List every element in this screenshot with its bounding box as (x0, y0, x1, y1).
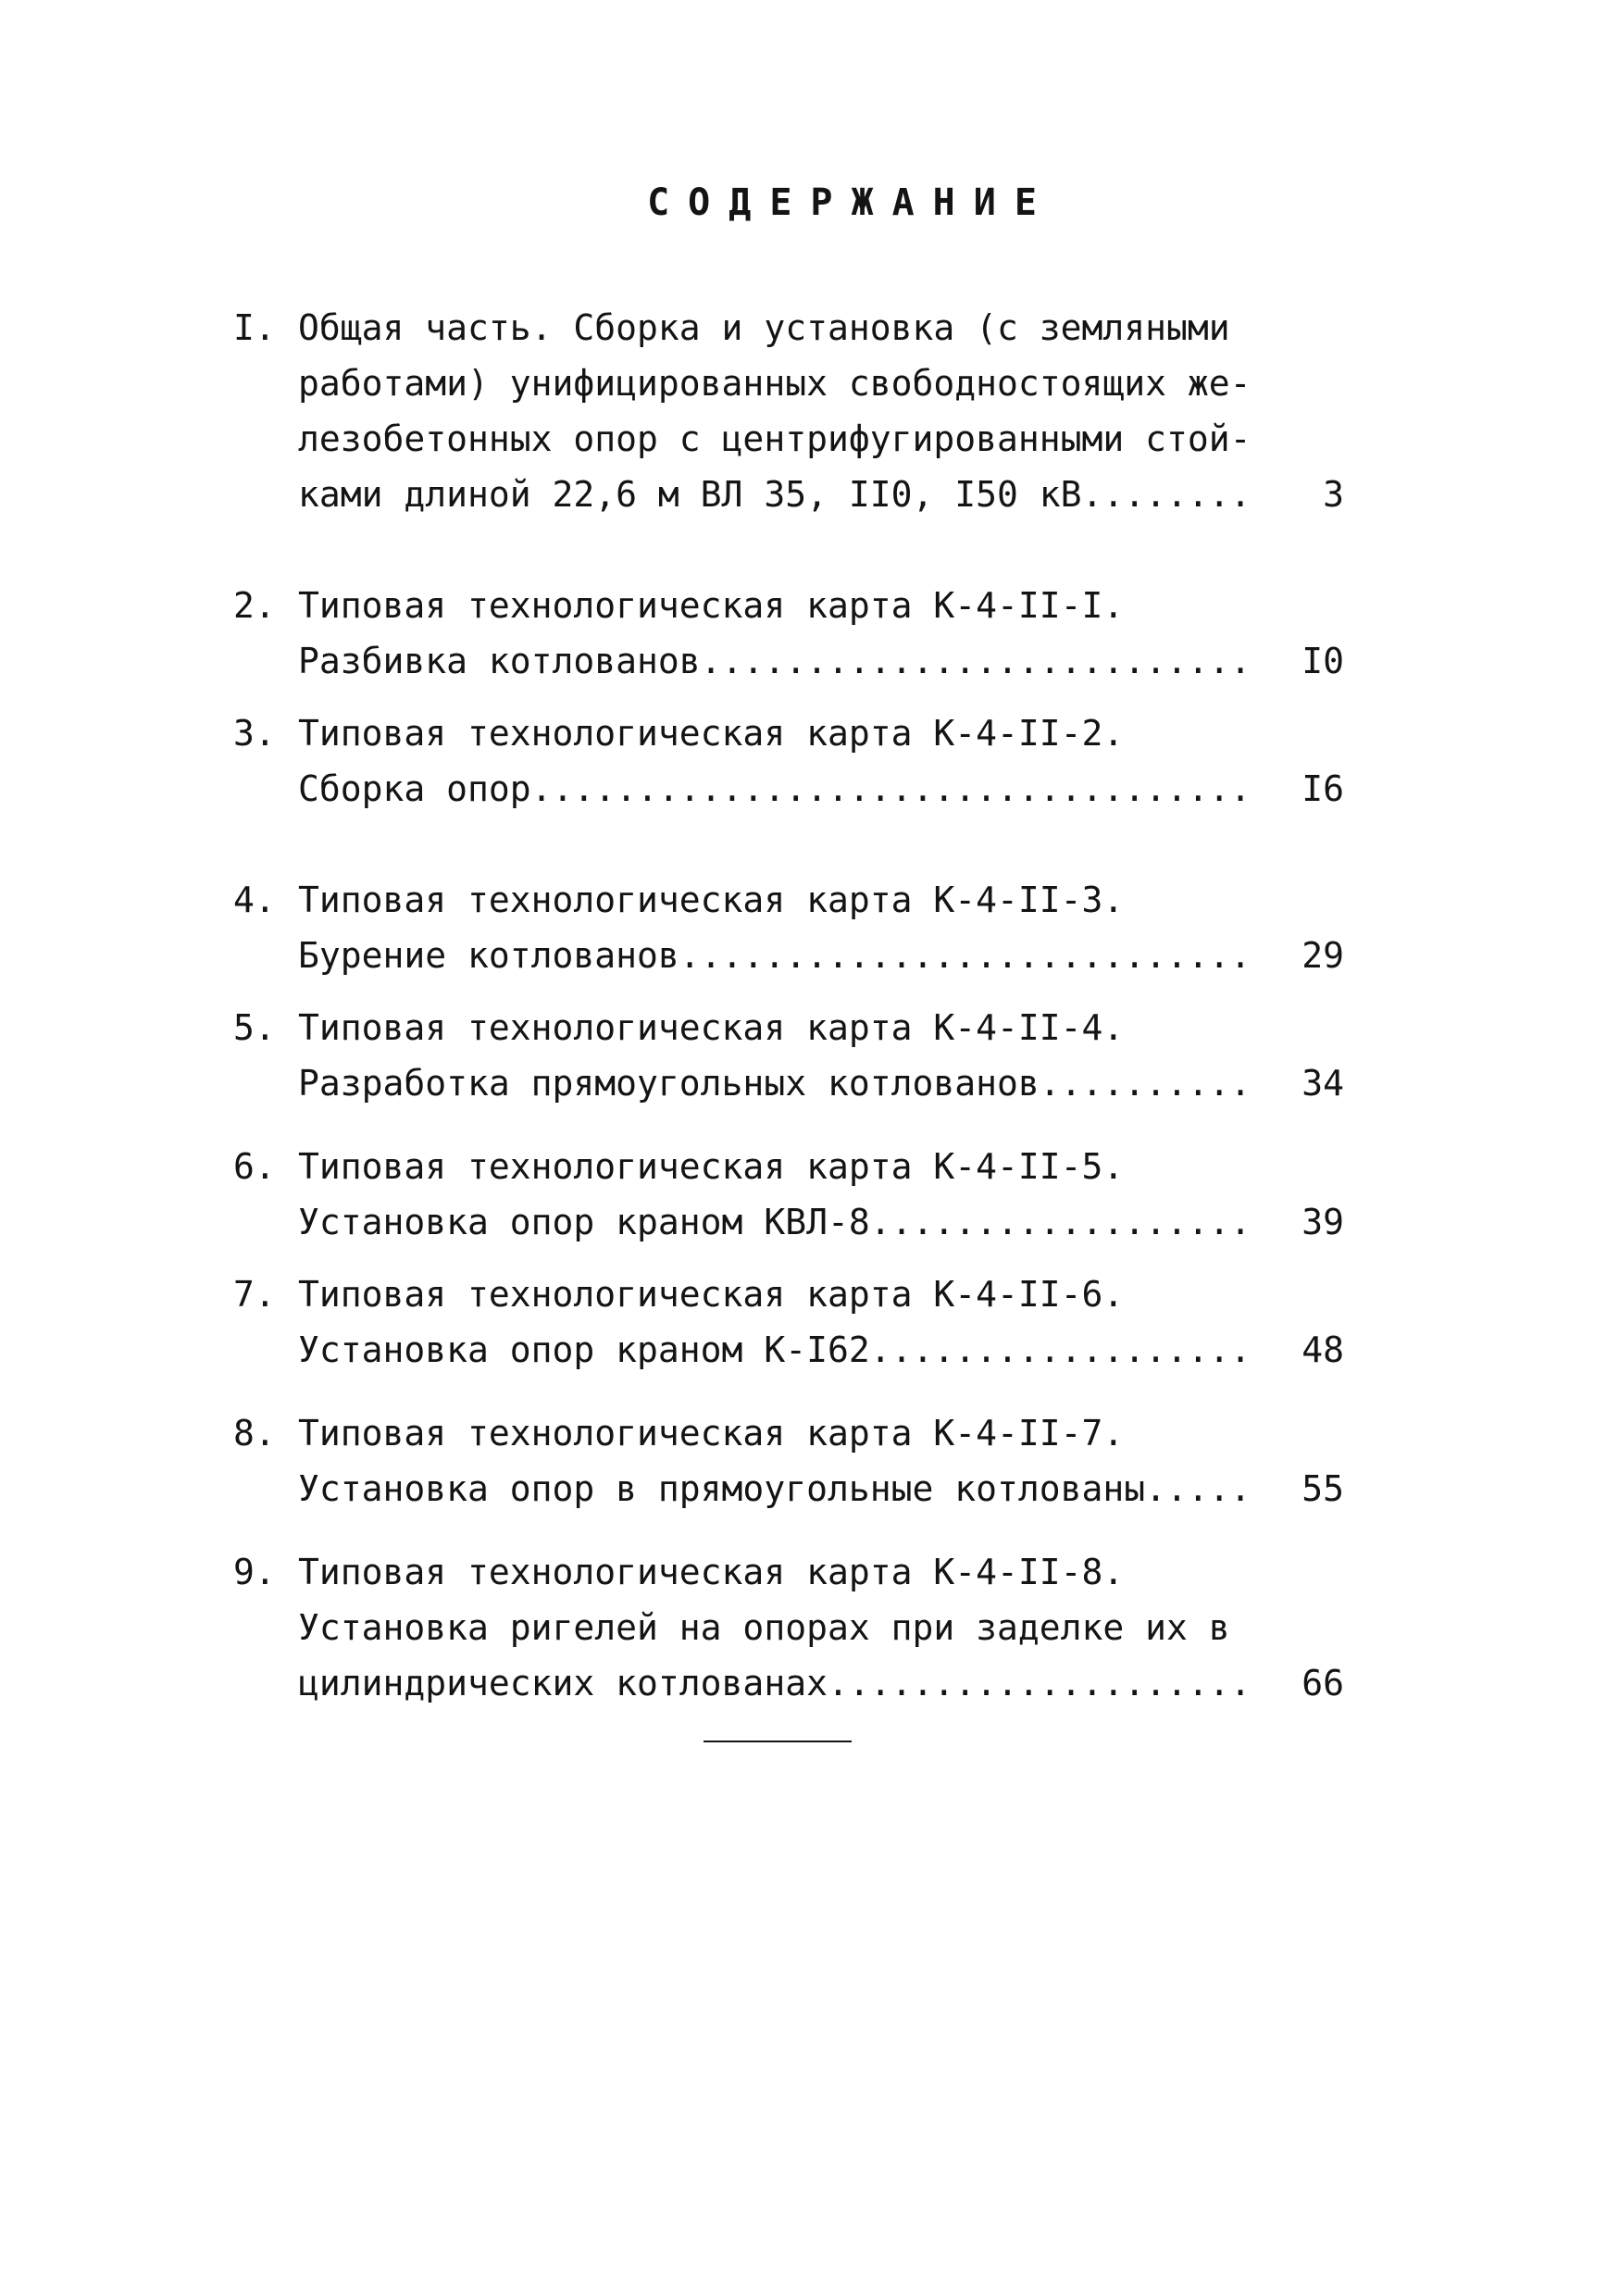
toc-entry-text-line: Установка ригелей на опорах при заделке их в (298, 1607, 1230, 1648)
toc-entry (233, 578, 1344, 689)
toc-page-number: 3 (1323, 474, 1344, 515)
toc-page-number: 29 (1301, 935, 1344, 976)
toc-entry-text-line: Общая часть. Сборка и установка (с земляными (298, 307, 1230, 348)
toc-entry-text-line: лезобетонных опор с центрифугированными стой- (298, 418, 1252, 459)
toc-page-number: 34 (1301, 1063, 1344, 1104)
toc-entry-text-with-leader: ками длиной 22,6 м ВЛ 35, II0, I50 кВ........ (298, 474, 1252, 515)
toc-entry-leader-line (233, 1055, 1344, 1111)
toc-entry (233, 1139, 1344, 1250)
toc-entry-text-line: Типовая технологическая карта К-4-II-8. (298, 1552, 1125, 1592)
toc-entry-leader-line (233, 1194, 1344, 1250)
toc-entry-text-with-leader: Сборка опор.................................. (298, 768, 1252, 809)
toc-entry-text-line: Типовая технологическая карта К-4-II-3. (298, 880, 1125, 920)
toc-page-number: 39 (1301, 1202, 1344, 1242)
toc-entry-number: I. (233, 307, 276, 348)
toc-entry-text-with-leader: Установка опор краном К-I62.................. (298, 1329, 1252, 1370)
toc-entry-text-with-leader: Установка опор краном КВЛ-8.................. (298, 1202, 1252, 1242)
toc-page-number: I6 (1301, 768, 1344, 809)
toc-entry-text-line: работами) унифицированных свободностоящих же- (298, 363, 1252, 404)
toc-entry-number: 5. (233, 1007, 276, 1048)
toc-entry-number: 6. (233, 1146, 276, 1187)
toc-entry-text-line: Типовая технологическая карта К-4-II-I. (298, 585, 1125, 626)
toc-entry-number: 9. (233, 1552, 276, 1592)
toc-entry-text-with-leader: Установка опор в прямоугольные котлованы..... (298, 1468, 1252, 1509)
toc-entry-leader-line (233, 633, 1344, 689)
toc-entry-leader-line (233, 1461, 1344, 1516)
toc-entry-text-with-leader: Бурение котлованов........................... (298, 935, 1252, 976)
toc-entry-text-line: Типовая технологическая карта К-4-II-2. (298, 713, 1125, 754)
toc-entry-text-line: Типовая технологическая карта К-4-II-6. (298, 1274, 1125, 1315)
toc-page-number: 66 (1301, 1663, 1344, 1703)
toc-entry-number: 8. (233, 1413, 276, 1454)
toc-entry (233, 705, 1344, 817)
table-of-contents (233, 300, 1344, 1711)
toc-entry-number: 2. (233, 585, 276, 626)
toc-entry-leader-line (233, 928, 1344, 983)
toc-entry-text-with-leader: Разбивка котлованов.......................... (298, 641, 1252, 681)
toc-entry-text-with-leader: Разработка прямоугольных котлованов.......... (298, 1063, 1252, 1104)
toc-entry (233, 1405, 1344, 1516)
toc-entry-text-line: Типовая технологическая карта К-4-II-7. (298, 1413, 1125, 1454)
toc-page-number: I0 (1301, 641, 1344, 681)
toc-page-number: 55 (1301, 1468, 1344, 1509)
toc-entry-leader-line (233, 1655, 1344, 1711)
toc-entry-leader-line (233, 467, 1344, 522)
toc-page-number: 48 (1301, 1329, 1344, 1370)
toc-entry-text-line: Типовая технологическая карта К-4-II-5. (298, 1146, 1125, 1187)
toc-entry-text-line: Типовая технологическая карта К-4-II-4. (298, 1007, 1125, 1048)
toc-entry (233, 1267, 1344, 1378)
closing-rule (704, 1741, 852, 1742)
toc-entry (233, 872, 1344, 983)
toc-entry-number: 4. (233, 880, 276, 920)
toc-entry-number: 3. (233, 713, 276, 754)
toc-entry (233, 1000, 1344, 1111)
page-title: СОДЕРЖАНИЕ (647, 181, 1055, 224)
toc-entry-text-with-leader: цилиндрических котлованах.................... (298, 1663, 1252, 1703)
toc-entry-number: 7. (233, 1274, 276, 1315)
toc-entry (233, 1544, 1344, 1711)
toc-entry-leader-line (233, 761, 1344, 817)
toc-entry-leader-line (233, 1322, 1344, 1378)
toc-entry (233, 300, 1344, 522)
